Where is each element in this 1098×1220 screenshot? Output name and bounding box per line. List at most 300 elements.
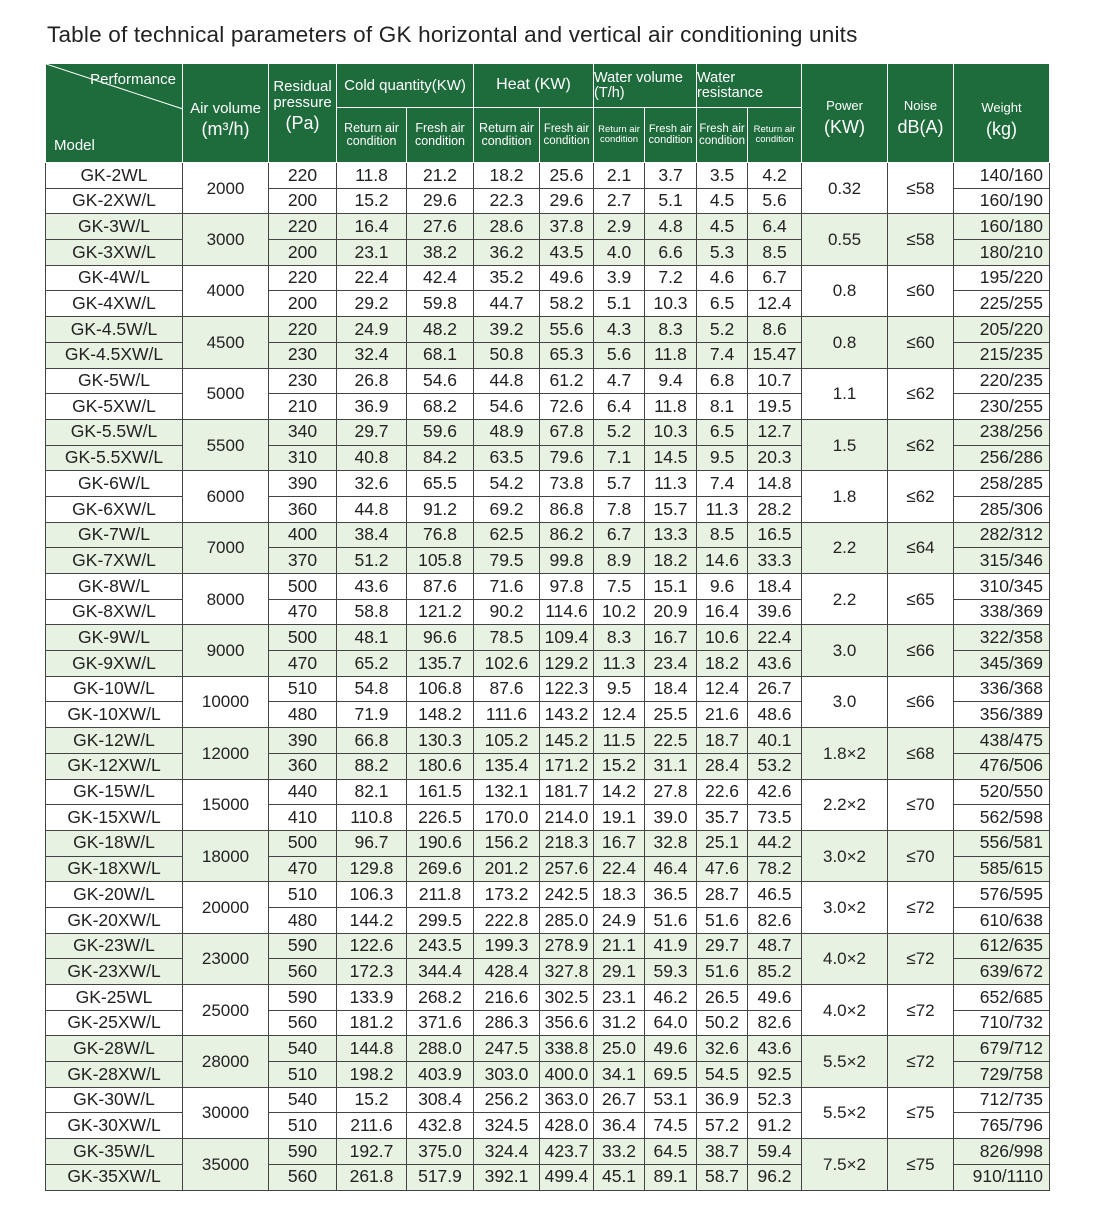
- cell-model: GK-20W/L: [46, 882, 183, 908]
- cell-wv-f: 3.7: [645, 163, 697, 189]
- cell-heat-r: 324.4: [474, 1139, 540, 1165]
- table-row: [46, 933, 1050, 959]
- cell-noise: ≤62: [888, 368, 954, 419]
- cell-cold-f: 226.5: [407, 805, 474, 831]
- cell-wv-r: 14.2: [594, 779, 645, 805]
- cell-cold-r: 144.2: [337, 907, 407, 933]
- cell-wr-f: 11.3: [697, 496, 748, 522]
- cell-cold-f: 308.4: [407, 1087, 474, 1113]
- cell-pressure: 590: [269, 985, 337, 1011]
- cell-pressure: 560: [269, 1010, 337, 1036]
- table-row: [46, 728, 1050, 754]
- cell-heat-r: 44.7: [474, 291, 540, 317]
- cell-heat-f: 29.6: [540, 188, 594, 214]
- cell-wr-f: 36.9: [697, 1087, 748, 1113]
- cell-wr-r: 15.47: [748, 342, 802, 368]
- cell-weight: 910/1110: [954, 1164, 1050, 1190]
- cell-model: GK-35XW/L: [46, 1164, 183, 1190]
- cell-cold-f: 375.0: [407, 1139, 474, 1165]
- cell-wv-f: 51.6: [645, 907, 697, 933]
- cell-heat-f: 423.7: [540, 1139, 594, 1165]
- cell-heat-f: 58.2: [540, 291, 594, 317]
- cell-wr-r: 40.1: [748, 728, 802, 754]
- cell-wr-r: 43.6: [748, 651, 802, 677]
- cell-cold-r: 16.4: [337, 214, 407, 240]
- cell-cold-f: 91.2: [407, 496, 474, 522]
- cell-wv-f: 69.5: [645, 1062, 697, 1088]
- cell-cold-f: 87.6: [407, 574, 474, 600]
- cell-wr-f: 12.4: [697, 676, 748, 702]
- cell-wv-f: 20.9: [645, 599, 697, 625]
- cell-heat-r: 48.9: [474, 419, 540, 445]
- cell-weight: 356/389: [954, 702, 1050, 728]
- cell-wv-r: 5.1: [594, 291, 645, 317]
- cell-wr-r: 48.6: [748, 702, 802, 728]
- cell-heat-r: 69.2: [474, 496, 540, 522]
- cell-noise: ≤70: [888, 779, 954, 830]
- cell-model: GK-10W/L: [46, 676, 183, 702]
- cell-noise: ≤72: [888, 985, 954, 1036]
- table-row: [46, 985, 1050, 1011]
- cell-wv-f: 8.3: [645, 317, 697, 343]
- cell-heat-f: 143.2: [540, 702, 594, 728]
- header-air-volume: [183, 64, 269, 163]
- cell-pressure: 480: [269, 907, 337, 933]
- cell-cold-r: 211.6: [337, 1113, 407, 1139]
- cell-model: GK-2XW/L: [46, 188, 183, 214]
- cell-cold-r: 51.2: [337, 548, 407, 574]
- header-heat: Heat (KW): [474, 64, 594, 108]
- cell-pressure: 400: [269, 522, 337, 548]
- cell-power: 1.8×2: [802, 728, 888, 779]
- cell-heat-r: 111.6: [474, 702, 540, 728]
- cell-wv-f: 9.4: [645, 368, 697, 394]
- cell-wv-f: 7.2: [645, 265, 697, 291]
- table-row: [46, 676, 1050, 702]
- cell-air-volume: 35000: [183, 1139, 269, 1190]
- cell-weight: 556/581: [954, 830, 1050, 856]
- cell-weight: 765/796: [954, 1113, 1050, 1139]
- cell-cold-r: 71.9: [337, 702, 407, 728]
- cell-wv-f: 15.7: [645, 496, 697, 522]
- cell-wr-f: 6.8: [697, 368, 748, 394]
- cell-cold-f: 105.8: [407, 548, 474, 574]
- cell-pressure: 410: [269, 805, 337, 831]
- cell-heat-f: 65.3: [540, 342, 594, 368]
- sub-label: Return air: [344, 121, 399, 136]
- sub-label: Fresh air: [699, 123, 745, 136]
- cell-model: GK-6W/L: [46, 471, 183, 497]
- cell-heat-r: 18.2: [474, 163, 540, 189]
- cell-power: 0.55: [802, 214, 888, 265]
- cell-air-volume: 4000: [183, 265, 269, 316]
- cell-pressure: 510: [269, 1113, 337, 1139]
- cell-model: GK-18W/L: [46, 830, 183, 856]
- cell-wv-r: 11.3: [594, 651, 645, 677]
- cell-wr-f: 51.6: [697, 907, 748, 933]
- cell-weight: 520/550: [954, 779, 1050, 805]
- cell-noise: ≤60: [888, 317, 954, 368]
- header-cold-quantity: Cold quantity(KW): [337, 64, 474, 108]
- cell-pressure: 510: [269, 882, 337, 908]
- cell-pressure: 200: [269, 291, 337, 317]
- header-power-unit: (KW): [824, 117, 865, 138]
- cell-heat-f: 278.9: [540, 933, 594, 959]
- cell-wr-f: 6.5: [697, 291, 748, 317]
- cell-power: 2.2×2: [802, 779, 888, 830]
- sub-label: condition: [543, 135, 590, 148]
- cell-heat-f: 79.6: [540, 445, 594, 471]
- table-row: [46, 522, 1050, 548]
- cell-wr-f: 35.7: [697, 805, 748, 831]
- header-residual-pressure: [269, 64, 337, 163]
- cell-wv-r: 7.8: [594, 496, 645, 522]
- cell-power: 3.0×2: [802, 882, 888, 933]
- cell-pressure: 510: [269, 1062, 337, 1088]
- table-row: [46, 317, 1050, 343]
- cell-heat-r: 135.4: [474, 753, 540, 779]
- cell-wr-f: 38.7: [697, 1139, 748, 1165]
- cell-wr-f: 7.4: [697, 471, 748, 497]
- cell-pressure: 360: [269, 753, 337, 779]
- cell-heat-r: 170.0: [474, 805, 540, 831]
- cell-pressure: 360: [269, 496, 337, 522]
- cell-cold-r: 38.4: [337, 522, 407, 548]
- header-noise-label: Noise: [903, 97, 938, 113]
- cell-heat-r: 54.2: [474, 471, 540, 497]
- cell-weight: 220/235: [954, 368, 1050, 394]
- cell-model: GK-12W/L: [46, 728, 183, 754]
- cell-cold-f: 268.2: [407, 985, 474, 1011]
- header-power: [802, 64, 888, 163]
- cell-heat-f: 242.5: [540, 882, 594, 908]
- cell-wr-r: 18.4: [748, 574, 802, 600]
- header-heat-fresh: [540, 108, 594, 163]
- cell-pressure: 560: [269, 1164, 337, 1190]
- cell-heat-r: 303.0: [474, 1062, 540, 1088]
- cell-model: GK-5W/L: [46, 368, 183, 394]
- cell-weight: 562/598: [954, 805, 1050, 831]
- cell-heat-r: 28.6: [474, 214, 540, 240]
- cell-pressure: 390: [269, 728, 337, 754]
- cell-weight: 610/638: [954, 907, 1050, 933]
- cell-weight: 160/190: [954, 188, 1050, 214]
- cell-model: GK-15XW/L: [46, 805, 183, 831]
- cell-wv-r: 19.1: [594, 805, 645, 831]
- cell-cold-f: 243.5: [407, 933, 474, 959]
- cell-wr-r: 8.6: [748, 317, 802, 343]
- cell-cold-r: 129.8: [337, 856, 407, 882]
- cell-wr-r: 33.3: [748, 548, 802, 574]
- cell-pressure: 220: [269, 214, 337, 240]
- cell-wv-f: 89.1: [645, 1164, 697, 1190]
- cell-model: GK-7XW/L: [46, 548, 183, 574]
- cell-pressure: 310: [269, 445, 337, 471]
- cell-noise: ≤70: [888, 830, 954, 881]
- cell-cold-r: 15.2: [337, 1087, 407, 1113]
- cell-weight: 238/256: [954, 419, 1050, 445]
- cell-model: GK-9XW/L: [46, 651, 183, 677]
- cell-model: GK-2WL: [46, 163, 183, 189]
- cell-wr-r: 46.5: [748, 882, 802, 908]
- cell-weight: 180/210: [954, 240, 1050, 266]
- cell-noise: ≤58: [888, 163, 954, 214]
- cell-heat-r: 35.2: [474, 265, 540, 291]
- cell-heat-r: 54.6: [474, 394, 540, 420]
- cell-wv-f: 10.3: [645, 291, 697, 317]
- cell-cold-f: 42.4: [407, 265, 474, 291]
- parameters-table: [45, 63, 1050, 1191]
- cell-heat-f: 338.8: [540, 1036, 594, 1062]
- cell-heat-f: 37.8: [540, 214, 594, 240]
- cell-noise: ≤68: [888, 728, 954, 779]
- cell-cold-f: 21.2: [407, 163, 474, 189]
- cell-wr-f: 25.1: [697, 830, 748, 856]
- cell-cold-f: 269.6: [407, 856, 474, 882]
- cell-noise: ≤72: [888, 882, 954, 933]
- table-row: [46, 214, 1050, 240]
- cell-wv-r: 22.4: [594, 856, 645, 882]
- cell-heat-r: 199.3: [474, 933, 540, 959]
- cell-heat-f: 49.6: [540, 265, 594, 291]
- cell-model: GK-25WL: [46, 985, 183, 1011]
- sub-label: Fresh air: [543, 123, 590, 136]
- cell-power: 4.0×2: [802, 985, 888, 1036]
- cell-noise: ≤75: [888, 1087, 954, 1138]
- cell-cold-r: 144.8: [337, 1036, 407, 1062]
- cell-wr-r: 82.6: [748, 907, 802, 933]
- cell-wv-f: 49.6: [645, 1036, 697, 1062]
- cell-pressure: 230: [269, 342, 337, 368]
- cell-pressure: 510: [269, 676, 337, 702]
- cell-model: GK-5XW/L: [46, 394, 183, 420]
- cell-cold-r: 66.8: [337, 728, 407, 754]
- cell-power: 3.0×2: [802, 830, 888, 881]
- cell-cold-f: 54.6: [407, 368, 474, 394]
- cell-weight: 576/595: [954, 882, 1050, 908]
- cell-wv-r: 16.7: [594, 830, 645, 856]
- header-cold-return: [337, 108, 407, 163]
- cell-wr-r: 8.5: [748, 240, 802, 266]
- cell-wr-r: 22.4: [748, 625, 802, 651]
- cell-heat-f: 428.0: [540, 1113, 594, 1139]
- cell-cold-f: 65.5: [407, 471, 474, 497]
- cell-heat-r: 247.5: [474, 1036, 540, 1062]
- cell-cold-r: 22.4: [337, 265, 407, 291]
- cell-cold-f: 190.6: [407, 830, 474, 856]
- cell-wv-r: 33.2: [594, 1139, 645, 1165]
- cell-wr-f: 4.6: [697, 265, 748, 291]
- cell-cold-f: 27.6: [407, 214, 474, 240]
- cell-pressure: 540: [269, 1036, 337, 1062]
- header-air-volume-label: Air volume: [190, 100, 261, 118]
- header-residual-pressure-label: Residual pressure: [273, 78, 332, 112]
- cell-cold-f: 211.8: [407, 882, 474, 908]
- cell-weight: 639/672: [954, 959, 1050, 985]
- cell-noise: ≤62: [888, 471, 954, 522]
- cell-cold-f: 135.7: [407, 651, 474, 677]
- cell-power: 1.5: [802, 419, 888, 470]
- cell-cold-r: 24.9: [337, 317, 407, 343]
- cell-wv-f: 46.2: [645, 985, 697, 1011]
- cell-wv-r: 4.7: [594, 368, 645, 394]
- cell-wv-r: 29.1: [594, 959, 645, 985]
- cell-cold-f: 161.5: [407, 779, 474, 805]
- cell-weight: 710/732: [954, 1010, 1050, 1036]
- cell-heat-f: 86.2: [540, 522, 594, 548]
- cell-heat-f: 73.8: [540, 471, 594, 497]
- cell-wr-r: 6.7: [748, 265, 802, 291]
- cell-heat-r: 392.1: [474, 1164, 540, 1190]
- cell-cold-r: 11.8: [337, 163, 407, 189]
- cell-wr-f: 26.5: [697, 985, 748, 1011]
- cell-wv-f: 36.5: [645, 882, 697, 908]
- cell-wv-r: 4.3: [594, 317, 645, 343]
- cell-air-volume: 12000: [183, 728, 269, 779]
- cell-heat-f: 214.0: [540, 805, 594, 831]
- cell-pressure: 390: [269, 471, 337, 497]
- cell-cold-r: 65.2: [337, 651, 407, 677]
- cell-cold-r: 198.2: [337, 1062, 407, 1088]
- sub-label: Return air: [479, 121, 534, 136]
- cell-cold-r: 32.6: [337, 471, 407, 497]
- cell-heat-r: 39.2: [474, 317, 540, 343]
- sub-label: condition: [346, 134, 397, 149]
- cell-wr-r: 42.6: [748, 779, 802, 805]
- cell-noise: ≤64: [888, 522, 954, 573]
- cell-cold-f: 344.4: [407, 959, 474, 985]
- table-row: [46, 368, 1050, 394]
- sub-label: Return air: [598, 124, 640, 136]
- cell-weight: 230/255: [954, 394, 1050, 420]
- cell-noise: ≤75: [888, 1139, 954, 1190]
- cell-wv-f: 32.8: [645, 830, 697, 856]
- cell-pressure: 470: [269, 599, 337, 625]
- cell-air-volume: 7000: [183, 522, 269, 573]
- header-weight-label: Weight: [981, 99, 1022, 115]
- header-wv-fresh: [645, 108, 697, 163]
- cell-wv-r: 2.9: [594, 214, 645, 240]
- cell-wr-f: 29.7: [697, 933, 748, 959]
- cell-wv-f: 25.5: [645, 702, 697, 728]
- cell-model: GK-12XW/L: [46, 753, 183, 779]
- cell-wv-f: 14.5: [645, 445, 697, 471]
- cell-wr-f: 47.6: [697, 856, 748, 882]
- cell-model: GK-25XW/L: [46, 1010, 183, 1036]
- cell-cold-r: 54.8: [337, 676, 407, 702]
- cell-cold-r: 192.7: [337, 1139, 407, 1165]
- cell-model: GK-23XW/L: [46, 959, 183, 985]
- cell-cold-r: 110.8: [337, 805, 407, 831]
- cell-noise: ≤66: [888, 625, 954, 676]
- cell-cold-f: 59.6: [407, 419, 474, 445]
- cell-pressure: 200: [269, 240, 337, 266]
- cell-noise: ≤65: [888, 574, 954, 625]
- cell-heat-f: 356.6: [540, 1010, 594, 1036]
- cell-wv-r: 3.9: [594, 265, 645, 291]
- cell-air-volume: 10000: [183, 676, 269, 727]
- cell-heat-r: 78.5: [474, 625, 540, 651]
- cell-power: 3.0: [802, 676, 888, 727]
- cell-cold-f: 76.8: [407, 522, 474, 548]
- cell-cold-f: 121.2: [407, 599, 474, 625]
- cell-wv-r: 2.7: [594, 188, 645, 214]
- cell-cold-r: 48.1: [337, 625, 407, 651]
- cell-cold-r: 26.8: [337, 368, 407, 394]
- cell-cold-f: 371.6: [407, 1010, 474, 1036]
- cell-cold-f: 68.2: [407, 394, 474, 420]
- header-noise-unit: dB(A): [897, 117, 944, 138]
- cell-wv-r: 4.0: [594, 240, 645, 266]
- cell-wr-f: 8.1: [697, 394, 748, 420]
- cell-wv-f: 64.5: [645, 1139, 697, 1165]
- cell-pressure: 230: [269, 368, 337, 394]
- cell-weight: 652/685: [954, 985, 1050, 1011]
- cell-air-volume: 6000: [183, 471, 269, 522]
- cell-weight: 140/160: [954, 163, 1050, 189]
- header-water-volume: [594, 64, 697, 108]
- cell-model: GK-9W/L: [46, 625, 183, 651]
- cell-wv-r: 5.2: [594, 419, 645, 445]
- cell-weight: 282/312: [954, 522, 1050, 548]
- cell-cold-r: 44.8: [337, 496, 407, 522]
- cell-wr-f: 3.5: [697, 163, 748, 189]
- cell-weight: 612/635: [954, 933, 1050, 959]
- cell-heat-f: 327.8: [540, 959, 594, 985]
- cell-model: GK-3XW/L: [46, 240, 183, 266]
- cell-heat-f: 181.7: [540, 779, 594, 805]
- cell-wr-r: 44.2: [748, 830, 802, 856]
- cell-wv-r: 7.5: [594, 574, 645, 600]
- cell-pressure: 500: [269, 625, 337, 651]
- cell-wr-f: 5.3: [697, 240, 748, 266]
- cell-heat-r: 102.6: [474, 651, 540, 677]
- cell-weight: 258/285: [954, 471, 1050, 497]
- cell-pressure: 220: [269, 163, 337, 189]
- cell-wr-f: 9.5: [697, 445, 748, 471]
- cell-cold-r: 43.6: [337, 574, 407, 600]
- header-model: Model: [54, 137, 95, 155]
- cell-wr-f: 50.2: [697, 1010, 748, 1036]
- cell-wr-r: 91.2: [748, 1113, 802, 1139]
- cell-cold-r: 88.2: [337, 753, 407, 779]
- cell-model: GK-23W/L: [46, 933, 183, 959]
- cell-model: GK-4W/L: [46, 265, 183, 291]
- cell-cold-f: 148.2: [407, 702, 474, 728]
- cell-heat-f: 171.2: [540, 753, 594, 779]
- table-row: [46, 471, 1050, 497]
- cell-wv-f: 27.8: [645, 779, 697, 805]
- cell-pressure: 560: [269, 959, 337, 985]
- cell-wr-r: 28.2: [748, 496, 802, 522]
- header-wv-return: [594, 108, 645, 163]
- cell-weight: 476/506: [954, 753, 1050, 779]
- cell-model: GK-10XW/L: [46, 702, 183, 728]
- cell-heat-f: 99.8: [540, 548, 594, 574]
- cell-heat-r: 132.1: [474, 779, 540, 805]
- cell-wr-f: 4.5: [697, 188, 748, 214]
- cell-power: 0.32: [802, 163, 888, 214]
- cell-wv-f: 31.1: [645, 753, 697, 779]
- cell-air-volume: 15000: [183, 779, 269, 830]
- cell-wr-r: 85.2: [748, 959, 802, 985]
- cell-cold-f: 403.9: [407, 1062, 474, 1088]
- cell-air-volume: 25000: [183, 985, 269, 1036]
- cell-model: GK-20XW/L: [46, 907, 183, 933]
- cell-model: GK-6XW/L: [46, 496, 183, 522]
- cell-wv-f: 11.8: [645, 342, 697, 368]
- header-weight: [954, 64, 1050, 163]
